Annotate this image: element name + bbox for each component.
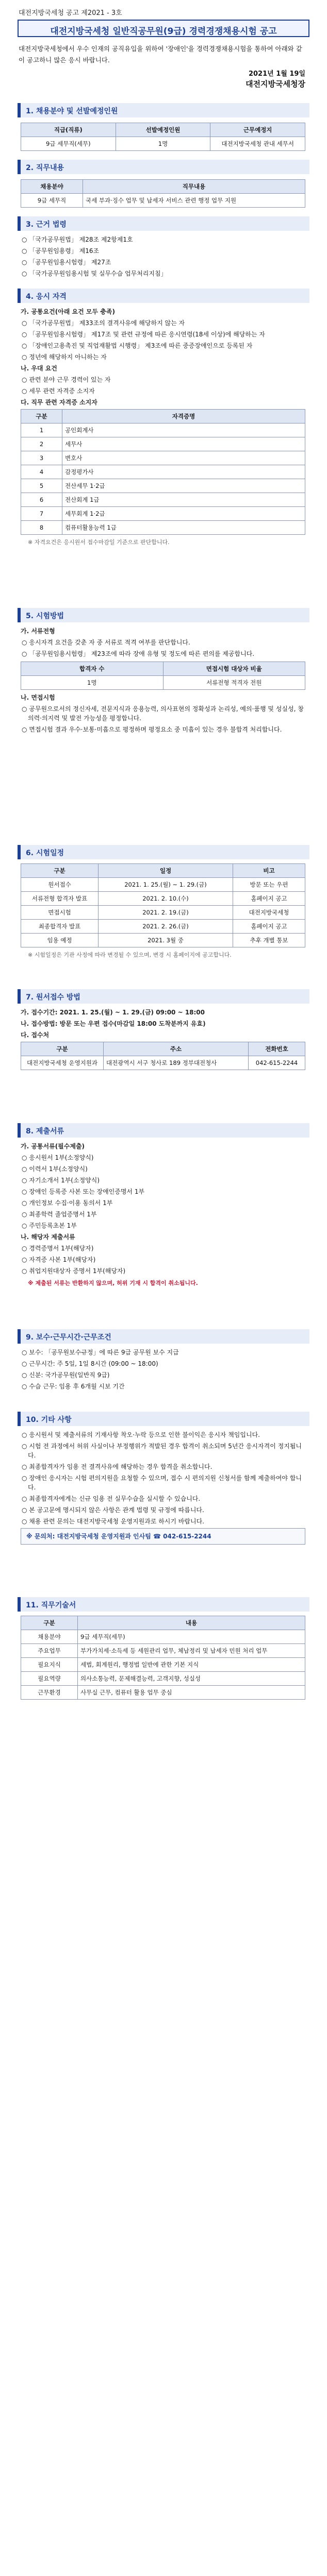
- table-row: 5 전산세무 1·2급: [21, 479, 305, 493]
- list-item: ○ 채용 관련 문의는 대전지방국세청 운영지원과로 하시기 바랍니다.: [22, 1518, 204, 1525]
- list-item: ○ 취업지원대상자 증명서 1부(해당자): [22, 1267, 126, 1275]
- schedule-note: ※ 시험일정은 기관 사정에 따라 변경될 수 있으며, 변경 시 홈페이지에 공고합니다.: [28, 952, 232, 958]
- list-item: ○ 근무시간: 주 5일, 1일 8시간 (09:00 ~ 18:00): [22, 1360, 158, 1367]
- list-item: ○ 자격증 사본 1부(해당자): [22, 1256, 96, 1263]
- list-item: ○ 응시자격 요건을 갖춘 자 중 서류로 적격 여부를 판단합니다.: [22, 639, 190, 646]
- list-item: ○ 공무원으로서의 정신자세, 전문지식과 응용능력, 의사표현의 정확성과 논리성, 예의·품행 및 성실성, 창의력·의지력 및 발전 가능성을 평정합니다.: [22, 705, 304, 722]
- title-box: [18, 20, 309, 37]
- documents-sub-optional: 나. 해당자 제출서류: [21, 1233, 75, 1241]
- list-item: ○ 최종학력 졸업증명서 1부: [22, 1211, 97, 1218]
- table-row: 채용분야 9급 세무직(세무): [21, 1630, 305, 1644]
- list-item: ○ 최종합격자가 임용 전 결격사유에 해당하는 경우 합격을 취소합니다.: [22, 1463, 212, 1470]
- recruit-table: 직급(직류) 선발예정인원 근무예정지 9급 세무직(세무) 1명 대전지방국세청 관내 세무서: [21, 123, 305, 151]
- notice-date: 2021년 1월 19일: [248, 70, 305, 78]
- job-desc-table: 구분 내용 채용분야 9급 세무직(세무) 주요업무 부가가치세·소득세 등 세원관리 업무, 체납정리 및 납세자 민원 처리 업무 필요지식 세법, 회계원리, 행정법 일반에 관한 기본 지식 필요역량 의사소통능력, 문제해결능력, 고객지향, 성실성 근무환경 사무실 근무, 컴퓨터 활용 업무 중심: [21, 1616, 305, 1700]
- table-row: 주요업무 부가가치세·소득세 등 세원관리 업무, 체납정리 및 납세자 민원 처리 업무: [21, 1644, 305, 1658]
- issuing-org: 대전지방국세청장: [246, 79, 305, 89]
- page-title: 대전지방국세청 일반직공무원(9급) 경력경쟁채용시험 공고: [50, 26, 277, 37]
- contact-table: 구분 주소 전화번호 대전지방국세청 운영지원과 대전광역시 서구 청사로 189 정부대전청사 042-615-2244: [21, 1042, 305, 1070]
- list-item: ○ 「장애인고용촉진 및 직업재활법 시행령」 제3조에 따른 중증장애인으로 등록된 자: [22, 342, 253, 349]
- list-item: ○ 자기소개서 1부(소정양식): [22, 1177, 100, 1184]
- application-place: 다. 접수처: [21, 1031, 50, 1039]
- list-item: ○ 최종합격자에게는 신규 임용 전 실무수습을 실시할 수 있습니다.: [22, 1495, 201, 1502]
- duty-table-block: [21, 179, 305, 208]
- table-row: 9급 세무직 국세 부과·징수 업무 및 납세자 서비스 관련 행정 업무 지원: [21, 194, 305, 208]
- list-item: ○ 장애인 등록증 사본 또는 장애인증명서 1부: [22, 1188, 145, 1195]
- table-row: 3 변호사: [21, 451, 305, 465]
- section-header-3: 3. 근거 법령: [18, 216, 309, 231]
- table-row: 필요역량 의사소통능력, 문제해결능력, 고객지향, 성실성: [21, 1672, 305, 1686]
- list-item: ○ 「공무원임용시험령」 제23조에 따라 장애 유형 및 정도에 따른 편의를 제공합니다.: [22, 650, 255, 657]
- job-desc-block: [21, 1616, 305, 1750]
- table-row: 1명 서류전형 적격자 전원: [21, 676, 305, 690]
- list-item: ○ 「국가공무원법」 제28조 제2항제1호: [22, 236, 133, 243]
- eligibility-block: [21, 307, 305, 596]
- table-row: 필요지식 세법, 회계원리, 행정법 일반에 관한 기본 지식: [21, 1658, 305, 1672]
- section-header-9: 9. 보수·근무시간·근무조건: [18, 1329, 309, 1344]
- table-row: 원서접수 2021. 1. 25.(월) ~ 1. 29.(금) 방문 또는 우편: [21, 878, 305, 892]
- eligibility-sub-preferred: 나. 우대 요건: [21, 365, 57, 372]
- documents-block: [21, 1142, 305, 1317]
- exam-sub-document: 가. 서류전형: [21, 628, 55, 635]
- list-item: ○ 개인정보 수집·이용 동의서 1부: [22, 1199, 113, 1207]
- section-header-6: 6. 시험일정: [18, 845, 309, 859]
- list-item: ○ 장애인 응시자는 시험 편의지원을 요청할 수 있으며, 접수 시 편의지원 신청서를 함께 제출하여야 합니다.: [22, 1475, 302, 1491]
- list-item: ○ 수습 근무: 임용 후 6개월 시보 기간: [22, 1383, 125, 1390]
- list-item: ○ 「공무원임용시험령」 제17조 및 관련 규정에 따른 응시연령(18세 이상)에 해당하는 자: [22, 331, 265, 338]
- cert-table: 구분 자격증명 1 공인회계사 2 세무사 3 변호사 4 감정평가사 5 전산세무 1·2급 6 전산회계 1급 7 세무회계 1·2급 8 컴퓨터활용능력 1급: [21, 409, 305, 535]
- table-row: 임용 예정 2021. 3월 중 추후 개별 통보: [21, 934, 305, 947]
- list-item: ○ 「국가공무원임용시험 및 실무수습 업무처리지침」: [22, 270, 167, 277]
- section-header-11: 11. 직무기술서: [18, 1597, 309, 1612]
- list-item: ○ 「공무원임용령」 제16조: [22, 247, 100, 255]
- recruit-table-block: [21, 123, 305, 151]
- table-row: 서류전형 합격자 발표 2021. 2. 10.(수) 홈페이지 공고: [21, 892, 305, 906]
- list-item: ○ 보수: 「공무원보수규정」에 따른 9급 공무원 보수 지급: [22, 1349, 179, 1356]
- list-item: ○ 면접시험 결과 우수·보통·미흡으로 평정하며 평정요소 중 미흡이 있는 경우 불합격 처리합니다.: [22, 726, 282, 733]
- application-period: 가. 접수기간: 2021. 1. 25.(월) ~ 1. 29.(금) 09:00 ~ 18:00: [21, 1009, 205, 1016]
- list-item: ○ 「국가공무원법」 제33조의 결격사유에 해당하지 않는 자: [22, 319, 185, 327]
- section-header-5: 5. 시험방법: [18, 608, 309, 622]
- duty-table: 채용분야 직무내용 9급 세무직 국세 부과·징수 업무 및 납세자 서비스 관련 행정 업무 지원: [21, 179, 305, 208]
- table-row: 4 감정평가사: [21, 465, 305, 479]
- section-header-7: 7. 원서접수 방법: [18, 989, 309, 1004]
- contact-box: ※ 문의처: 대전지방국세청 운영지원과 인사팀 ☎ 042-615-2244: [21, 1528, 305, 1545]
- section-header-8: 8. 제출서류: [18, 1123, 309, 1138]
- table-row: 최종합격자 발표 2021. 2. 26.(금) 홈페이지 공고: [21, 920, 305, 934]
- exam-sub-interview: 나. 면접시험: [21, 694, 55, 701]
- eligibility-sub-common: 가. 공통요건(아래 요건 모두 충족): [21, 308, 115, 315]
- list-item: ○ 세무 관련 자격증 소지자: [22, 387, 95, 395]
- list-item: ○ 본 공고문에 명시되지 않은 사항은 관계 법령 및 규정에 따릅니다.: [22, 1506, 204, 1514]
- table-row: 1 공인회계사: [21, 423, 305, 437]
- section-header-10: 10. 기타 사항: [18, 1412, 309, 1426]
- notice-number: 대전지방국세청 공고 제2021 - 3호: [19, 9, 122, 17]
- intro-text: 대전지방국세청에서 우수 인재의 공직유입을 위하여 '장애인'을 경력경쟁채용시험을 통하여 아래와 같이 공고하니 많은 응시 바랍니다.: [19, 45, 302, 64]
- misc-block: [21, 1430, 305, 1585]
- eligibility-sub-certs: 다. 직무 관련 자격증 소지자: [21, 399, 97, 406]
- application-block: [21, 1008, 305, 1111]
- table-row: 9급 세무직(세무) 1명 대전지방국세청 관내 세무서: [21, 137, 305, 151]
- table-row: 6 전산회계 1급: [21, 493, 305, 507]
- list-item: ○ 「공무원임용시험령」 제27조: [22, 259, 111, 266]
- table-row: 면접시험 2021. 2. 19.(금) 대전지방국세청: [21, 906, 305, 920]
- list-item: ○ 주민등록초본 1부: [22, 1222, 77, 1229]
- section-header-4: 4. 응시 자격: [18, 289, 309, 303]
- law-list: [21, 235, 305, 281]
- list-item: ○ 시험 전 과정에서 허위 사실이나 부정행위가 적발된 경우 합격이 취소되며 5년간 응시자격이 정지됩니다.: [22, 1443, 302, 1459]
- eligibility-note: ※ 자격요건은 응시원서 접수마감일 기준으로 판단합니다.: [28, 539, 170, 546]
- table-row: 8 컴퓨터활용능력 1급: [21, 521, 305, 535]
- list-item: ○ 응시원서 및 제출서류의 기재사항 착오·누락 등으로 인한 불이익은 응시자 책임입니다.: [22, 1431, 260, 1438]
- section-header-1: 1. 채용분야 및 선발예정인원: [18, 103, 309, 117]
- table-row: 근무환경 사무실 근무, 컴퓨터 활용 업무 중심: [21, 1686, 305, 1700]
- exam-method-block: [21, 626, 305, 833]
- table-row: 대전지방국세청 운영지원과 대전광역시 서구 청사로 189 정부대전청사 042-615-2244: [21, 1056, 305, 1070]
- section-header-2: 2. 직무내용: [18, 160, 309, 174]
- list-item: ○ 정년에 해당하지 아니하는 자: [22, 353, 107, 361]
- table-row: 7 세무회계 1·2급: [21, 507, 305, 521]
- list-item: ○ 신분: 국가공무원(일반직 9급): [22, 1371, 110, 1379]
- table-row: 2 세무사: [21, 437, 305, 451]
- list-item: ○ 이력서 1부(소정양식): [22, 1165, 88, 1173]
- documents-sub-required: 가. 공통서류(필수제출): [21, 1143, 85, 1150]
- conditions-block: [21, 1348, 305, 1399]
- list-item: ○ 관련 분야 근무 경력이 있는 자: [22, 376, 111, 383]
- list-item: ○ 응시원서 1부(소정양식): [22, 1154, 94, 1161]
- list-item: ○ 경력증명서 1부(해당자): [22, 1245, 94, 1252]
- application-method: 나. 접수방법: 방문 또는 우편 접수(마감일 18:00 도착분까지 유효): [21, 1020, 206, 1027]
- documents-note: ※ 제출된 서류는 반환하지 않으며, 허위 기재 시 합격이 취소됩니다.: [28, 1280, 198, 1286]
- pass-ratio-table: 합격자 수 면접시험 대상자 비율 1명 서류전형 적격자 전원: [21, 662, 305, 690]
- schedule-table: 구분 일정 비고 원서접수 2021. 1. 25.(월) ~ 1. 29.(금) 방문 또는 우편 서류전형 합격자 발표 2021. 2. 10.(수) 홈페이지 공고 면접시험 2021. 2. 19.(금) 대전지방국세청 최종합격자 발표 2021. 2. 26.(금) 홈페이지 공고 임용 예정 2021. 3월 중 추후 개별 통보: [21, 863, 305, 947]
